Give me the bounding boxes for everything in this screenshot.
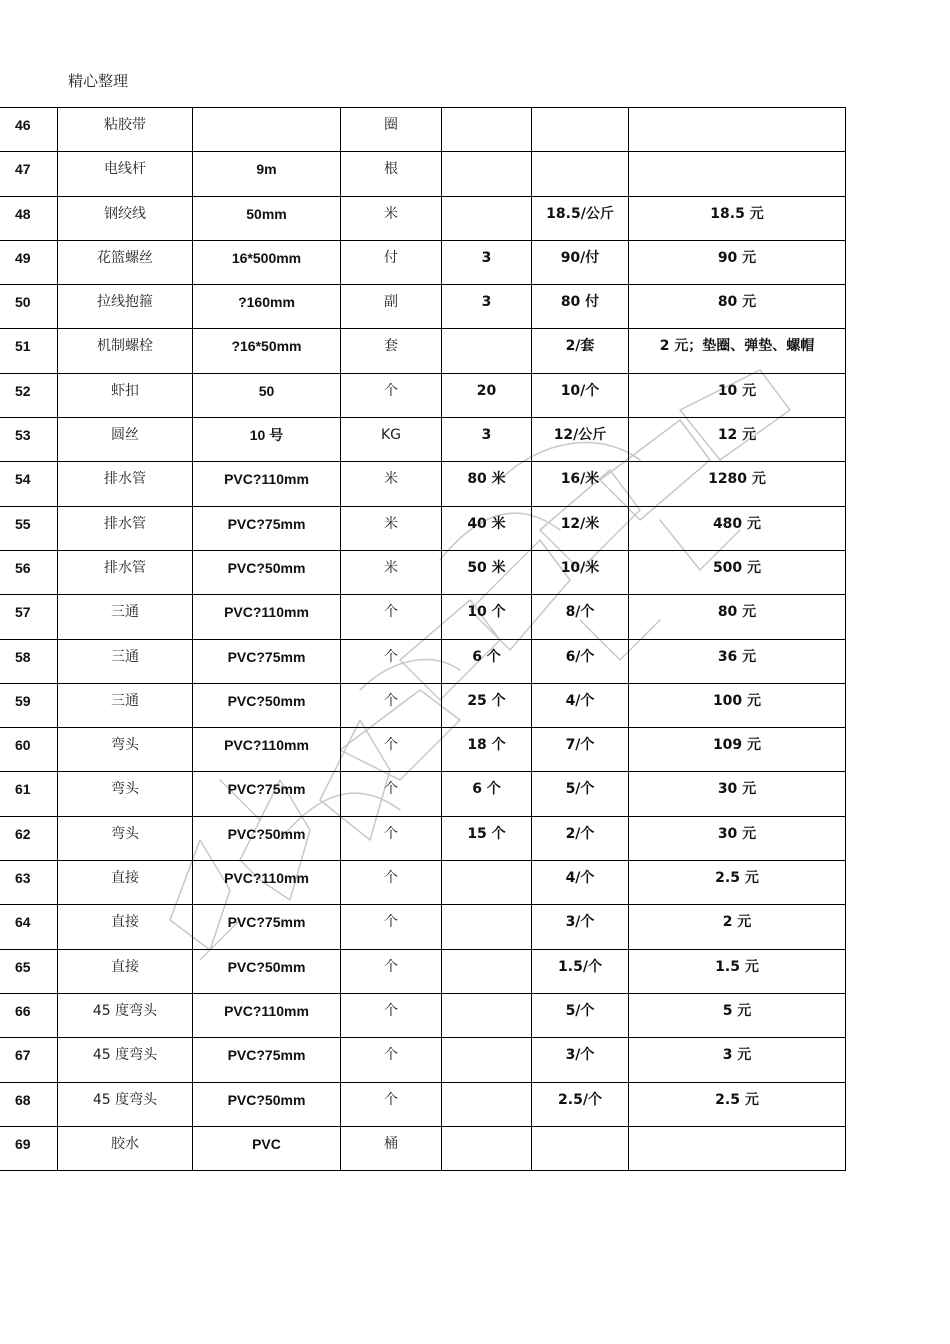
item-total-cell: 18.5 元 (629, 196, 846, 240)
table-row (0, 905, 846, 949)
item-unit-cell: 个 (341, 683, 442, 727)
table-row (0, 196, 846, 240)
item-name-cell: 直接 (58, 949, 193, 993)
item-unit-price-cell: 2/个 (532, 816, 629, 860)
item-name-cell: 45 度弯头 (58, 993, 193, 1037)
item-quantity-cell (442, 196, 532, 240)
item-spec-cell: PVC?110mm (193, 728, 341, 772)
item-number-cell: 53 (0, 418, 58, 462)
item-unit-cell: 个 (341, 861, 442, 905)
item-total-cell: 500 元 (629, 550, 846, 594)
item-number-cell: 59 (0, 683, 58, 727)
item-quantity-cell: 6 个 (442, 639, 532, 683)
table-row (0, 639, 846, 683)
item-number-cell: 46 (0, 108, 58, 152)
item-spec-cell: 50 (193, 373, 341, 417)
table-row (0, 728, 846, 772)
item-unit-price-cell: 90/付 (532, 240, 629, 284)
item-unit-cell: 个 (341, 1082, 442, 1126)
item-unit-cell: 根 (341, 152, 442, 196)
item-spec-cell: PVC?75mm (193, 905, 341, 949)
item-number-cell: 66 (0, 993, 58, 1037)
item-number-cell: 56 (0, 550, 58, 594)
item-unit-price-cell: 12/公斤 (532, 418, 629, 462)
item-unit-price-cell: 12/米 (532, 506, 629, 550)
item-quantity-cell: 10 个 (442, 595, 532, 639)
item-number-cell: 58 (0, 639, 58, 683)
page-header: 精心整理 (68, 72, 129, 90)
item-number-cell: 54 (0, 462, 58, 506)
item-spec-cell: PVC?110mm (193, 861, 341, 905)
item-total-cell: 2.5 元 (629, 861, 846, 905)
item-quantity-cell (442, 905, 532, 949)
table-row (0, 772, 846, 816)
item-name-cell: 排水管 (58, 462, 193, 506)
item-total-cell: 80 元 (629, 595, 846, 639)
item-unit-price-cell: 4/个 (532, 683, 629, 727)
item-name-cell: 弯头 (58, 772, 193, 816)
item-number-cell: 61 (0, 772, 58, 816)
item-total-cell: 3 元 (629, 1038, 846, 1082)
item-unit-price-cell: 7/个 (532, 728, 629, 772)
item-unit-price-cell: 6/个 (532, 639, 629, 683)
table-row (0, 1126, 846, 1170)
item-unit-cell: 桶 (341, 1126, 442, 1170)
item-unit-cell: 米 (341, 550, 442, 594)
table-row (0, 329, 846, 373)
item-spec-cell: PVC?75mm (193, 772, 341, 816)
table-row (0, 861, 846, 905)
item-number-cell: 49 (0, 240, 58, 284)
item-unit-price-cell (532, 108, 629, 152)
item-quantity-cell: 3 (442, 240, 532, 284)
table-row (0, 462, 846, 506)
item-number-cell: 67 (0, 1038, 58, 1082)
item-unit-cell: KG (341, 418, 442, 462)
item-quantity-cell: 80 米 (442, 462, 532, 506)
item-number-cell: 63 (0, 861, 58, 905)
item-spec-cell: PVC?110mm (193, 595, 341, 639)
item-spec-cell: PVC?50mm (193, 816, 341, 860)
item-total-cell: 36 元 (629, 639, 846, 683)
item-unit-cell: 个 (341, 728, 442, 772)
item-total-cell: 30 元 (629, 772, 846, 816)
item-unit-price-cell: 5/个 (532, 993, 629, 1037)
materials-table (0, 107, 846, 1171)
item-spec-cell: 50mm (193, 196, 341, 240)
item-number-cell: 62 (0, 816, 58, 860)
item-number-cell: 48 (0, 196, 58, 240)
item-number-cell: 55 (0, 506, 58, 550)
item-spec-cell: 16*500mm (193, 240, 341, 284)
item-number-cell: 47 (0, 152, 58, 196)
item-spec-cell: ?160mm (193, 285, 341, 329)
item-total-cell: 480 元 (629, 506, 846, 550)
item-quantity-cell (442, 1082, 532, 1126)
item-name-cell: 圆丝 (58, 418, 193, 462)
item-unit-cell: 个 (341, 816, 442, 860)
item-spec-cell (193, 108, 341, 152)
item-name-cell: 钢绞线 (58, 196, 193, 240)
item-unit-price-cell: 10/米 (532, 550, 629, 594)
item-total-cell: 90 元 (629, 240, 846, 284)
item-unit-cell: 个 (341, 949, 442, 993)
item-spec-cell: PVC?110mm (193, 993, 341, 1037)
item-spec-cell: PVC?50mm (193, 683, 341, 727)
table-row (0, 949, 846, 993)
item-spec-cell: PVC?50mm (193, 1082, 341, 1126)
item-quantity-cell: 40 米 (442, 506, 532, 550)
item-quantity-cell (442, 152, 532, 196)
item-unit-price-cell: 18.5/公斤 (532, 196, 629, 240)
item-unit-cell: 个 (341, 639, 442, 683)
item-total-cell: 2 元 (629, 905, 846, 949)
item-name-cell: 弯头 (58, 728, 193, 772)
item-unit-cell: 米 (341, 506, 442, 550)
item-quantity-cell (442, 861, 532, 905)
table-row (0, 816, 846, 860)
table-row (0, 240, 846, 284)
item-quantity-cell: 20 (442, 373, 532, 417)
item-unit-cell: 圈 (341, 108, 442, 152)
item-spec-cell: PVC?50mm (193, 949, 341, 993)
item-unit-cell: 米 (341, 196, 442, 240)
item-name-cell: 弯头 (58, 816, 193, 860)
item-name-cell: 三通 (58, 639, 193, 683)
item-quantity-cell (442, 1038, 532, 1082)
table-row (0, 506, 846, 550)
item-spec-cell: PVC?50mm (193, 550, 341, 594)
item-unit-cell: 个 (341, 1038, 442, 1082)
item-spec-cell: 10 号 (193, 418, 341, 462)
item-total-cell: 30 元 (629, 816, 846, 860)
table-row (0, 418, 846, 462)
item-unit-price-cell: 16/米 (532, 462, 629, 506)
item-name-cell: 胶水 (58, 1126, 193, 1170)
table-row (0, 683, 846, 727)
item-unit-price-cell: 1.5/个 (532, 949, 629, 993)
item-spec-cell: ?16*50mm (193, 329, 341, 373)
item-total-cell: 10 元 (629, 373, 846, 417)
item-spec-cell: 9m (193, 152, 341, 196)
item-number-cell: 69 (0, 1126, 58, 1170)
item-quantity-cell (442, 949, 532, 993)
item-total-cell: 1.5 元 (629, 949, 846, 993)
item-name-cell: 虾扣 (58, 373, 193, 417)
item-name-cell: 拉线抱箍 (58, 285, 193, 329)
item-number-cell: 65 (0, 949, 58, 993)
item-total-cell: 109 元 (629, 728, 846, 772)
item-total-cell: 12 元 (629, 418, 846, 462)
item-number-cell: 60 (0, 728, 58, 772)
item-name-cell: 机制螺栓 (58, 329, 193, 373)
item-unit-price-cell (532, 152, 629, 196)
item-quantity-cell: 3 (442, 418, 532, 462)
item-unit-price-cell: 3/个 (532, 1038, 629, 1082)
item-name-cell: 粘胶带 (58, 108, 193, 152)
item-unit-cell: 个 (341, 595, 442, 639)
table-row (0, 108, 846, 152)
item-total-cell (629, 1126, 846, 1170)
item-name-cell: 45 度弯头 (58, 1038, 193, 1082)
item-quantity-cell: 3 (442, 285, 532, 329)
table-row (0, 1038, 846, 1082)
item-number-cell: 68 (0, 1082, 58, 1126)
item-total-cell: 2.5 元 (629, 1082, 846, 1126)
item-number-cell: 50 (0, 285, 58, 329)
item-spec-cell: PVC?75mm (193, 506, 341, 550)
table-row (0, 993, 846, 1037)
item-total-cell: 100 元 (629, 683, 846, 727)
item-number-cell: 57 (0, 595, 58, 639)
item-quantity-cell (442, 108, 532, 152)
item-name-cell: 直接 (58, 861, 193, 905)
item-quantity-cell: 50 米 (442, 550, 532, 594)
item-unit-price-cell: 4/个 (532, 861, 629, 905)
item-unit-price-cell: 5/个 (532, 772, 629, 816)
item-unit-price-cell: 3/个 (532, 905, 629, 949)
item-unit-cell: 付 (341, 240, 442, 284)
item-quantity-cell: 15 个 (442, 816, 532, 860)
item-number-cell: 52 (0, 373, 58, 417)
item-name-cell: 排水管 (58, 506, 193, 550)
item-quantity-cell: 6 个 (442, 772, 532, 816)
item-total-cell (629, 152, 846, 196)
item-spec-cell: PVC?110mm (193, 462, 341, 506)
item-spec-cell: PVC?75mm (193, 1038, 341, 1082)
item-number-cell: 64 (0, 905, 58, 949)
item-quantity-cell (442, 993, 532, 1037)
item-unit-price-cell: 8/个 (532, 595, 629, 639)
table-row (0, 595, 846, 639)
item-total-cell (629, 108, 846, 152)
item-unit-cell: 个 (341, 993, 442, 1037)
table-row (0, 1082, 846, 1126)
item-unit-price-cell: 80 付 (532, 285, 629, 329)
item-unit-cell: 个 (341, 373, 442, 417)
item-unit-cell: 个 (341, 905, 442, 949)
item-total-cell: 80 元 (629, 285, 846, 329)
table-row (0, 550, 846, 594)
item-quantity-cell: 25 个 (442, 683, 532, 727)
item-total-cell: 5 元 (629, 993, 846, 1037)
item-unit-price-cell: 2/套 (532, 329, 629, 373)
item-name-cell: 电线杆 (58, 152, 193, 196)
item-quantity-cell: 18 个 (442, 728, 532, 772)
item-total-cell: 2 元；垫圈、弹垫、螺帽 (629, 329, 846, 373)
table-row (0, 285, 846, 329)
item-spec-cell: PVC (193, 1126, 341, 1170)
table-row (0, 373, 846, 417)
item-total-cell: 1280 元 (629, 462, 846, 506)
item-name-cell: 排水管 (58, 550, 193, 594)
item-name-cell: 三通 (58, 595, 193, 639)
item-unit-cell: 个 (341, 772, 442, 816)
item-unit-price-cell: 10/个 (532, 373, 629, 417)
item-quantity-cell (442, 1126, 532, 1170)
item-unit-price-cell: 2.5/个 (532, 1082, 629, 1126)
item-unit-price-cell (532, 1126, 629, 1170)
item-spec-cell: PVC?75mm (193, 639, 341, 683)
item-name-cell: 三通 (58, 683, 193, 727)
item-unit-cell: 米 (341, 462, 442, 506)
item-name-cell: 花篮螺丝 (58, 240, 193, 284)
item-unit-cell: 副 (341, 285, 442, 329)
item-quantity-cell (442, 329, 532, 373)
item-name-cell: 45 度弯头 (58, 1082, 193, 1126)
item-unit-cell: 套 (341, 329, 442, 373)
item-name-cell: 直接 (58, 905, 193, 949)
item-number-cell: 51 (0, 329, 58, 373)
table-row (0, 152, 846, 196)
